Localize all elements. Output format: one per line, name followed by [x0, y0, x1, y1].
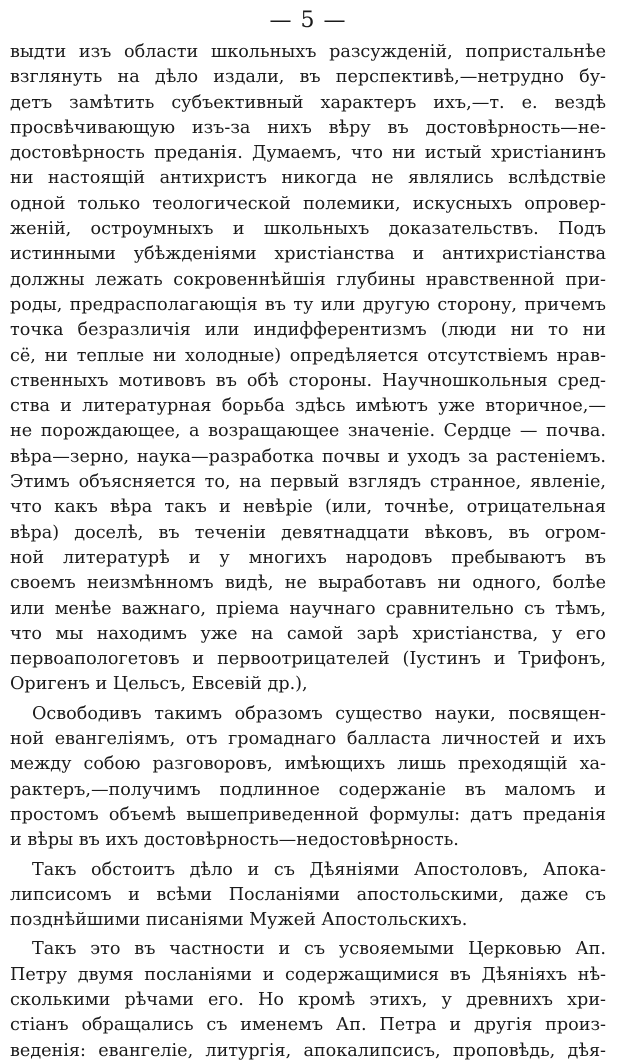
paragraph — [10, 937, 606, 1063]
text-line: ной литературѣ и у многихъ народовъ пребываютъ въ — [10, 547, 606, 568]
text-line: что мы находимъ уже на самой зарѣ христіанства, у его — [10, 623, 606, 644]
text-line: должны лежать сокровеннѣйшія глубины нравственной при- — [10, 269, 606, 290]
text-line: женій, остроумныхъ и школьныхъ доказательствъ. Подъ — [10, 219, 606, 240]
text-line: Оригенъ и Цельсъ, Евсевій др.), — [10, 674, 308, 695]
text-line: истинными убѣжденіями христіанства и антихристіанства — [10, 244, 606, 265]
text-line: что какъ вѣра такъ и невѣріе (или, точнѣе, отрицательная — [10, 497, 606, 518]
text-line: первоапологетовъ и первоотрицателей (Іустинъ и Трифонъ, — [10, 649, 606, 670]
text-line: просвѣчивающую изъ-за нихъ вѣру въ достовѣрность—не- — [10, 117, 606, 138]
text-line: Такъ это въ частности и съ усвояемыми Церковью Ап. — [32, 939, 606, 960]
paragraph — [10, 858, 606, 934]
text-line: вѣра) доселѣ, въ теченіи девятнадцати вѣковъ, въ огром- — [10, 522, 606, 543]
text-line: не порождающее, а возращающее значеніе. Сердце — почва. — [10, 421, 606, 442]
text-line: детъ замѣтить субъективный характеръ ихъ,—т. е. вездѣ — [10, 92, 606, 113]
text-line: Петру двумя посланіями и содержащимися въ Дѣяніяхъ нѣ- — [10, 964, 606, 985]
text-line: и вѣры въ ихъ достовѣрность—недостовѣрность. — [10, 830, 459, 851]
text-line: Такъ обстоитъ дѣло и съ Дѣяніями Апостоловъ, Апока- — [32, 859, 606, 880]
text-line: стіанъ обращались съ именемъ Ап. Петра и другія произ- — [10, 1015, 606, 1036]
text-line: ственныхъ мотивовъ въ обѣ стороны. Научношкольныя сред- — [10, 370, 606, 391]
text-line: позднѣйшими писаніями Мужей Апостольскихъ. — [10, 910, 468, 931]
text-line: роды, предрасполагающія въ ту или другую сторону, причемъ — [10, 294, 606, 315]
text-line: между собою разговоровъ, имѣющихъ лишь преходящій ха- — [10, 754, 606, 775]
text-line: или менѣе важнаго, пріема научнаго сравнительно съ тѣмъ, — [10, 598, 606, 619]
text-line: взглянуть на дѣло издали, въ перспективѣ,—нетрудно бу- — [10, 67, 606, 88]
text-line: одной только теологической полемики, искусныхъ опровер- — [10, 193, 606, 214]
text-line: Этимъ объясняется то, на первый взглядъ странное, явленіе, — [10, 472, 606, 493]
text-line: простомъ объемѣ вышеприведенной формулы: датъ преданія — [10, 804, 606, 825]
text-line: своемъ неизмѣнномъ видѣ, не выработавъ ни одного, болѣе — [10, 573, 606, 594]
text-line: рактеръ,—получимъ подлинное содержаніе въ маломъ и — [10, 779, 606, 800]
text-line: ной евангеліямъ, отъ громаднаго балласта личностей и ихъ — [10, 729, 606, 750]
text-line: вѣра—зерно, наука—разработка почвы и уходъ за растеніемъ. — [10, 446, 606, 467]
text-line: липсисомъ и всѣми Посланіями апостольскими, даже съ — [10, 884, 606, 905]
text-line: сё, ни теплые ни холодные) опредѣляется отсутствіемъ нрав- — [10, 345, 606, 366]
text-line: Освободивъ такимъ образомъ существо науки, посвящен- — [32, 703, 606, 724]
page-number: — 5 — — [269, 8, 347, 33]
text-line: ни настоящій антихристъ никогда не являлись вслѣдствіе — [10, 168, 606, 189]
text-line: точка безразличія или индифферентизмъ (люди ни то ни — [10, 320, 606, 341]
paragraph — [10, 40, 606, 698]
text-line: выдти изъ области школьныхъ разсужденій, попристальнѣе — [10, 42, 606, 62]
text-line: сколькими рѣчами его. Но кромѣ этихъ, у древнихъ хри- — [10, 989, 606, 1010]
paragraph — [10, 702, 606, 854]
text-line: веденія: евангеліе, литургія, апокалипсисъ, проповѣдь, дѣя- — [10, 1040, 606, 1061]
text-line: достовѣрность преданія. Думаемъ, что ни истый христіанинъ — [10, 143, 606, 164]
text-line: ства и литературная борьба здѣсь имѣютъ уже вторичное,— — [10, 396, 606, 417]
body-text — [10, 40, 606, 1064]
